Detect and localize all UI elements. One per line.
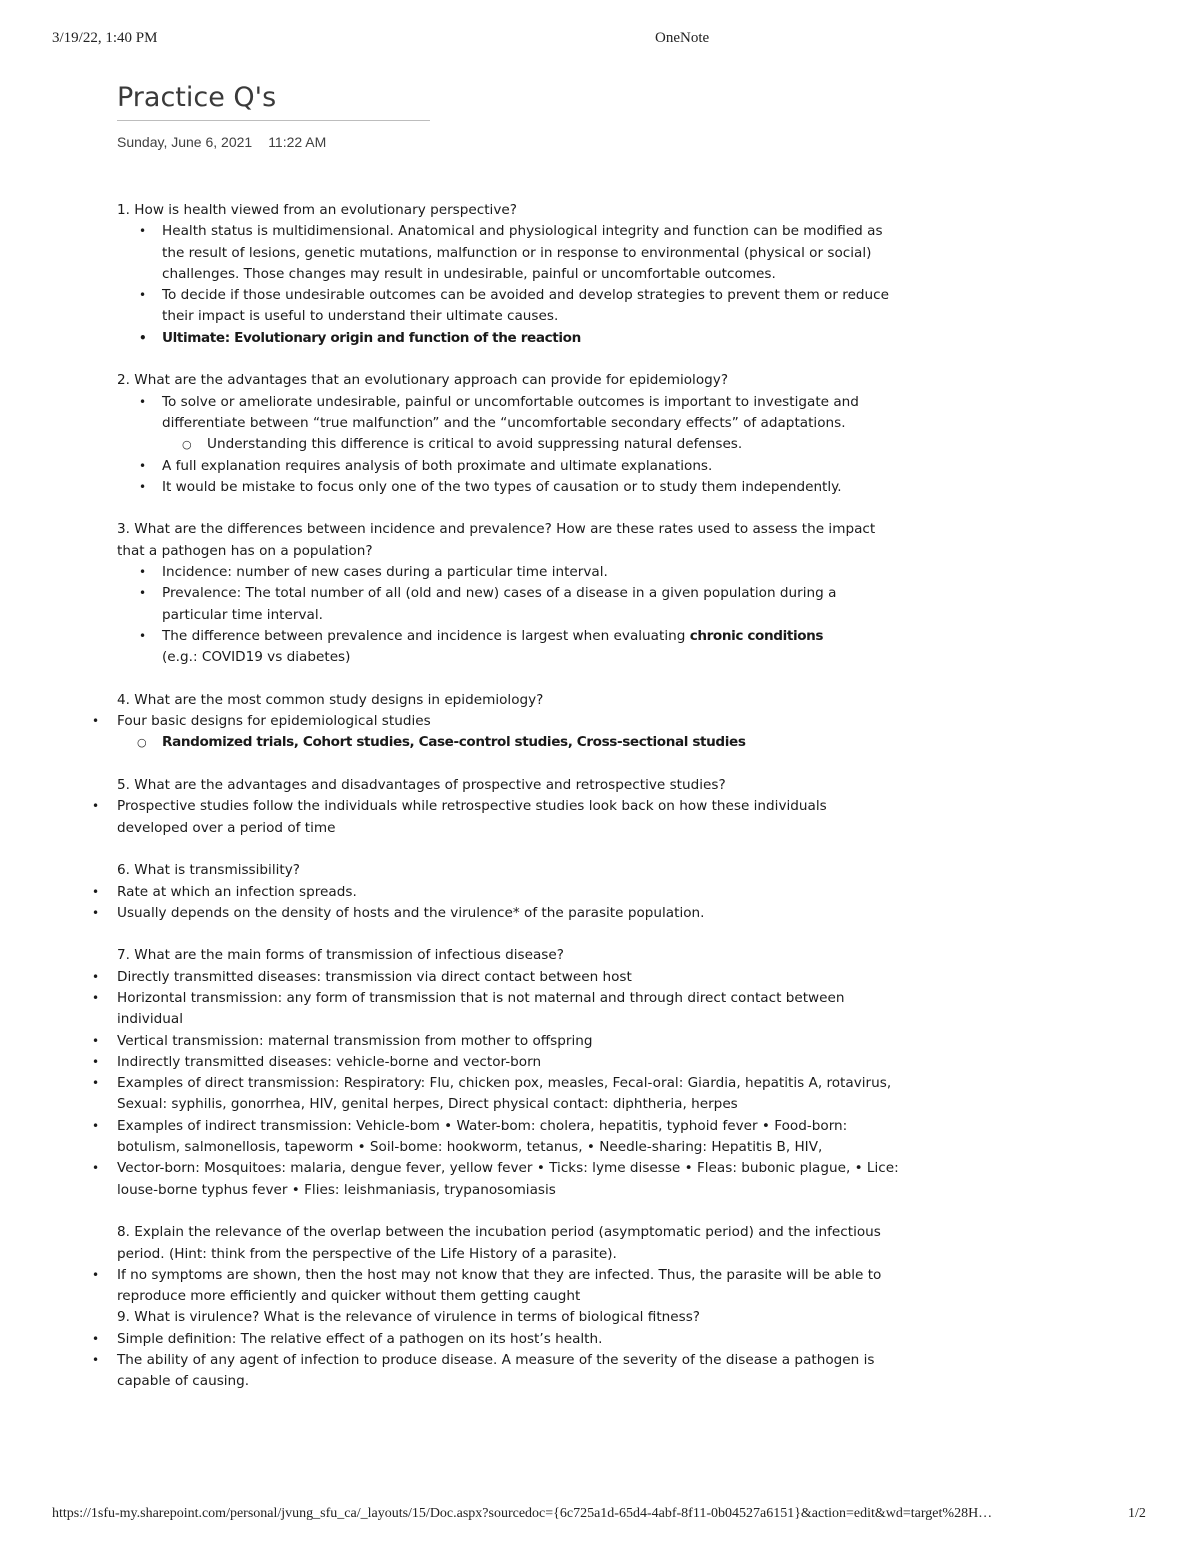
list-item: • Health status is multidimensional. Anatomical and physiological integrity and function can be modified as the result of lesions, genetic mutations, malfunction or in response to environmental (physical or social) challenges. Those changes may result in undesirable, painful or uncomfortable outcomes. [162,221,902,285]
answer-list-4 [0,711,1200,732]
list-item: • A full explanation requires analysis of both proximate and ultimate explanations. [162,456,902,477]
created-time: 11:22 AM [268,134,327,150]
print-footer-page-number: 1/2 [1128,1506,1146,1521]
list-item-text: The difference between prevalence and incidence is largest when evaluating [162,627,690,644]
created-date: Sunday, June 6, 2021 [117,134,253,150]
question-5: 5. What are the advantages and disadvantages of prospective and retrospective studies? [117,777,726,794]
answer-sublist-4 [0,732,1200,753]
list-item: • Vector-born: Mosquitoes: malaria, dengue fever, yellow fever • Ticks: lyme disesse • Fleas: bubonic plague, • Lice: louse-borne typhus fever • Flies: leishmaniasis, trypanosomiasis [117,1158,902,1201]
question-1: 1. How is health viewed from an evolutionary perspective? [117,202,517,218]
list-item: • Examples of direct transmission: Respiratory: Flu, chicken pox, measles, Fecal-oral: Giardia, hepatitis A, rotavirus, Sexual: syphilis, gonorrhea, HIV, genital herpes, Direct physical contact: diphtheria, herpes [117,1073,902,1116]
list-item: • Prevalence: The total number of all (old and new) cases of a disease in a given population during a particular time interval. [162,583,902,626]
print-header-date: 3/19/22, 1:40 PM [52,30,158,46]
title-divider [117,120,430,121]
answer-list-2 [0,392,1200,435]
note-body [0,200,1200,1393]
answer-list-5 [0,796,1200,839]
list-item: • Simple definition: The relative effect of a pathogen on its host’s health. [117,1329,902,1350]
list-item: • Incidence: number of new cases during a particular time interval. [162,562,902,583]
list-item: • To decide if those undesirable outcomes can be avoided and develop strategies to prevent them or reduce their impact is useful to understand their ultimate causes. [162,285,902,328]
list-item: • Prospective studies follow the individuals while retrospective studies look back on how these individuals developed over a period of time [117,796,902,839]
page-title: Practice Q's [117,82,277,113]
question-4: 4. What are the most common study designs in epidemiology? [117,691,544,708]
answer-sublist-2 [0,434,1200,455]
answer-list-3 [0,562,1200,668]
question-8: 8. Explain the relevance of the overlap between the incubation period (asymptomatic period) and the infectious period. (Hint: think from the perspective of the Life History of a parasite). [117,1224,881,1262]
answer-list-2b [0,456,1200,499]
example-text: (e.g.: COVID19 vs diabetes) [162,649,351,666]
list-item: • To solve or ameliorate undesirable, painful or uncomfortable outcomes is important to investigate and differentiate between “true malfunction” and the “uncomfortable secondary effects” of adaptations. [162,392,902,435]
answer-list-7 [0,967,1200,1201]
list-item: • Usually depends on the density of hosts and the virulence* of the parasite population. [117,903,902,924]
list-item: • Examples of indirect transmission: Vehicle-bom • Water-bom: cholera, hepatitis, typhoid fever • Food-born: botulism, salmonellosis, tapeworm • Soil-bome: hookworm, tetanus, • Needle-sharing: Hepatitis B, HIV, [117,1116,902,1159]
print-header-app: OneNote [655,30,710,46]
list-item: • If no symptoms are shown, then the host may not know that they are infected. Thus, the parasite will be able to reproduce more efficiently and quicker without them getting caught [117,1265,902,1308]
sub-list-item: ○ Randomized trials, Cohort studies, Case-control studies, Cross-sectional studies [162,732,902,753]
question-9: 9. What is virulence? What is the relevance of virulence in terms of biological fitness? [117,1309,701,1326]
list-item: • Ultimate: Evolutionary origin and function of the reaction [162,328,902,349]
question-6: 6. What is transmissibility? [117,862,300,879]
list-item: • Vertical transmission: maternal transmission from mother to offspring [117,1031,902,1052]
list-item: • Rate at which an infection spreads. [117,882,902,903]
list-item: • Four basic designs for epidemiological studies [117,711,902,732]
answer-list-6 [0,882,1200,925]
list-item: • Indirectly transmitted diseases: vehicle-borne and vector-born [117,1052,902,1073]
question-7: 7. What are the main forms of transmission of infectious disease? [117,947,564,964]
sub-list-item: ○ Understanding this difference is critical to avoid suppressing natural defenses. [207,434,907,455]
answer-list-8 [0,1265,1200,1308]
list-item: • Horizontal transmission: any form of transmission that is not maternal and through direct contact between individual [117,988,902,1031]
answer-list-9 [0,1329,1200,1393]
list-item: • Directly transmitted diseases: transmission via direct contact between host [117,967,902,988]
answer-list-1 [0,221,1200,349]
bold-term: chronic conditions [689,627,824,644]
page-created [117,134,326,150]
question-2: 2. What are the advantages that an evolutionary approach can provide for epidemiology? [117,372,729,389]
list-item: • It would be mistake to focus only one of the two types of causation or to study them independently. [162,477,902,498]
question-3: 3. What are the differences between incidence and prevalence? How are these rates used to assess the impact that a pathogen has on a population? [117,521,876,559]
list-item: • The ability of any agent of infection to produce disease. A measure of the severity of the disease a pathogen is capable of causing. [117,1350,902,1393]
list-item [162,626,902,669]
print-footer-url: https://1sfu-my.sharepoint.com/personal/jvung_sfu_ca/_layouts/15/Doc.aspx?sourcedoc={6c725a1d-65d4-4abf-8f11-0b04527a6151}&action=edit&wd=target%28H… [52,1506,993,1521]
